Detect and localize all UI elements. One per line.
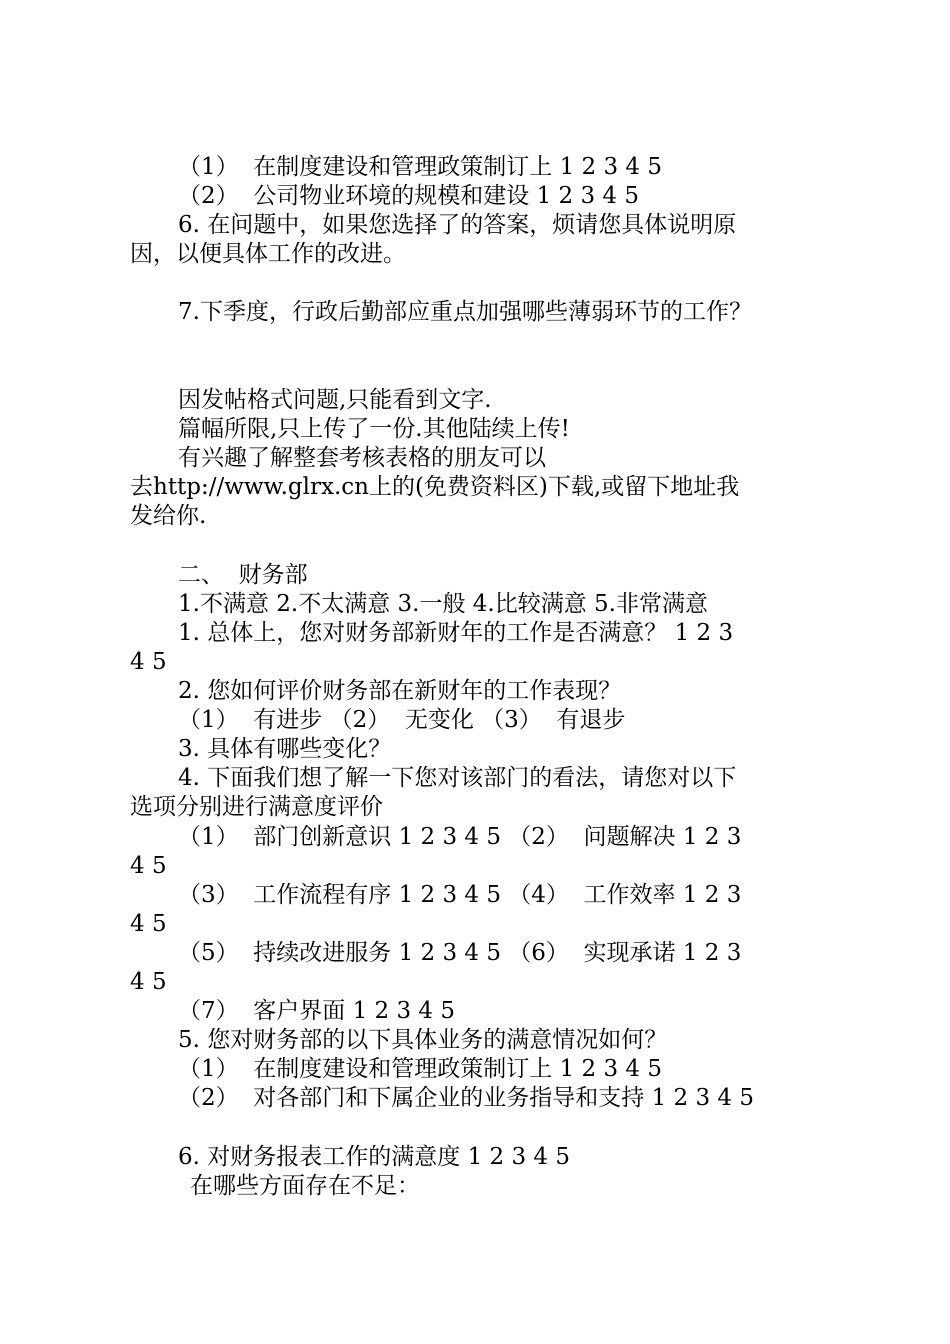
text-line: （7） 客户界面 1 2 3 4 5 (178, 998, 455, 1024)
text-line: （2） 对各部门和下属企业的业务指导和支持 1 2 3 4 5 (178, 1085, 754, 1111)
text-line: 5. 您对财务部的以下具体业务的满意情况如何？ (178, 1027, 668, 1053)
text-line: 4 5 (130, 853, 167, 879)
text-line: 6. 对财务报表工作的满意度 1 2 3 4 5 (178, 1144, 570, 1170)
text-line: 3. 具体有哪些变化？ (178, 736, 392, 762)
text-line: 1. 总体上，您对财务部新财年的工作是否满意？ 1 2 3 (178, 620, 734, 646)
text-line: 7.下季度，行政后勤部应重点加强哪些薄弱环节的工作？ (178, 299, 752, 325)
text-line: 4 5 (130, 911, 167, 937)
text-line: 篇幅所限,只上传了一份.其他陆续上传! (178, 416, 570, 442)
text-line: 2. 您如何评价财务部在新财年的工作表现？ (178, 678, 622, 704)
text-line: （3） 工作流程有序 1 2 3 4 5 （4） 工作效率 1 2 3 (178, 882, 742, 908)
text-line: 4 5 (130, 969, 167, 995)
text-line: 有兴趣了解整套考核表格的朋友可以 (178, 445, 546, 471)
text-line: 选项分别进行满意度评价 (130, 794, 383, 820)
rating-scale-legend: 1.不满意 2.不太满意 3.一般 4.比较满意 5.非常满意 (178, 591, 708, 617)
text-line: （1） 有进步 （2） 无变化 （3） 有退步 (178, 707, 626, 733)
text-line: 因，以便具体工作的改进。 (130, 241, 406, 267)
text-line: 6. 在问题中，如果您选择了的答案，烦请您具体说明原 (178, 212, 737, 238)
text-line: 4. 下面我们想了解一下您对该部门的看法，请您对以下 (178, 765, 737, 791)
text-line: （1） 部门创新意识 1 2 3 4 5 （2） 问题解决 1 2 3 (178, 824, 742, 850)
text-line: 去http://www.glrx.cn上的(免费资料区)下载,或留下地址我 (130, 474, 740, 500)
text-line: 在哪些方面存在不足： (190, 1173, 420, 1199)
text-line: 因发帖格式问题,只能看到文字. (178, 387, 492, 413)
text-line: （5） 持续改进服务 1 2 3 4 5 （6） 实现承诺 1 2 3 (178, 940, 742, 966)
text-line: 4 5 (130, 649, 167, 675)
text-line: （2） 公司物业环境的规模和建设 1 2 3 4 5 (178, 183, 639, 209)
section-heading: 二、 财务部 (178, 562, 308, 588)
text-line: 发给你. (130, 503, 207, 529)
text-line: （1） 在制度建设和管理政策制订上 1 2 3 4 5 (178, 154, 662, 180)
text-line: （1） 在制度建设和管理政策制订上 1 2 3 4 5 (178, 1056, 662, 1082)
